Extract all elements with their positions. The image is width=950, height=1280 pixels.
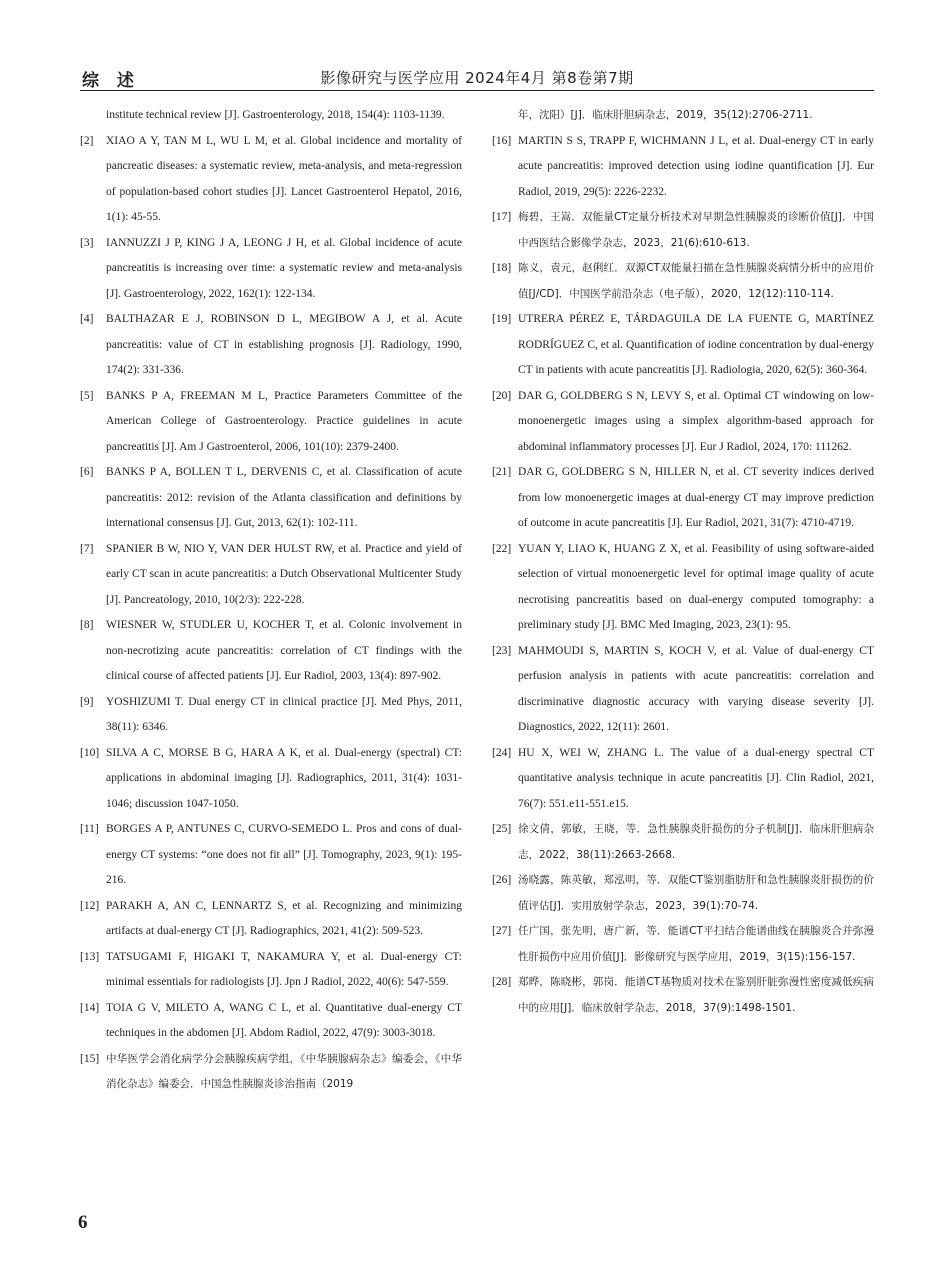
- reference-item: [80, 384, 462, 461]
- reference-text: SILVA A C, MORSE B G, HARA A K, et al. Dual-energy (spectral) CT: applications in abdominal imaging [J]. Radiographics, 2011, 31(4): 1031-1046; discussion 1047-1050.: [106, 746, 462, 810]
- journal-title: 影像研究与医学应用 2024年4月 第8卷第7期: [320, 69, 634, 87]
- reference-number: [20]: [492, 389, 512, 402]
- reference-item: [492, 205, 874, 256]
- reference-number: [27]: [492, 925, 512, 937]
- reference-text: 陈义，袁元，赵俐红．双源CT双能量扫描在急性胰腺炎病情分析中的应用价值[J/CD]．中国医学前沿杂志（电子版），2020，12(12):110-114.: [518, 262, 874, 300]
- reference-item: [492, 817, 874, 868]
- reference-text: TOIA G V, MILETO A, WANG C L, et al. Quantitative dual-energy CT techniques in the abdomen [J]. Abdom Radiol, 2022, 47(9): 3003-3018.: [106, 1001, 462, 1039]
- reference-text: 郑晔，陈晓彬，郭岗．能谱CT基物质对技术在鉴别肝脏弥漫性密度减低疾病中的应用[J]．临床放射学杂志，2018，37(9):1498-1501.: [518, 976, 874, 1014]
- reference-number: [12]: [80, 899, 100, 912]
- reference-item: [80, 894, 462, 945]
- reference-number: [28]: [492, 976, 512, 988]
- reference-number: [5]: [80, 389, 94, 402]
- reference-item: [492, 639, 874, 741]
- reference-item: [492, 970, 874, 1021]
- reference-number: [13]: [80, 950, 100, 963]
- reference-number: [3]: [80, 236, 94, 249]
- reference-item: [80, 996, 462, 1047]
- references-right-column: [492, 103, 874, 1021]
- reference-number: [16]: [492, 134, 512, 147]
- reference-text: TATSUGAMI F, HIGAKI T, NAKAMURA Y, et al. Dual-energy CT: minimal essentials for radiologists [J]. Jpn J Radiol, 2022, 40(6): 547-559.: [106, 950, 462, 988]
- page-number: 6: [78, 1212, 88, 1233]
- reference-number: [8]: [80, 619, 94, 631]
- reference-item: [492, 256, 874, 307]
- reference-text: PARAKH A, AN C, LENNARTZ S, et al. Recognizing and minimizing artifacts at dual-energy CT [J]. Radiographics, 2021, 41(2): 509-523.: [106, 899, 462, 937]
- reference-number: [21]: [492, 466, 512, 478]
- reference-text: 汤晓露，陈英敏，郑泓明，等．双能CT鉴别脂肪肝和急性胰腺炎肝损伤的价值评估[J]．实用放射学杂志，2023，39(1):70-74.: [518, 874, 874, 912]
- references-left-column: [80, 103, 462, 1098]
- reference-number: [11]: [80, 823, 99, 835]
- reference-number: [23]: [492, 644, 512, 657]
- reference-text: 梅碧，王嵩．双能量CT定量分析技术对早期急性胰腺炎的诊断价值[J]．中国中西医结合影像学杂志，2023，21(6):610-613.: [518, 211, 874, 249]
- reference-item: [80, 537, 462, 614]
- reference-text: SPANIER B W, NIO Y, VAN DER HULST RW, et al. Practice and yield of early CT scan in acute pancreatitis: a Dutch Observational Multicenter Study [J]. Pancreatology, 2010, 10(2/3): 222-228.: [106, 542, 462, 606]
- reference-item: [80, 103, 462, 129]
- reference-text: XIAO A Y, TAN M L, WU L M, et al. Global incidence and mortality of pancreatic diseases: a systematic review, meta-analysis, and meta-regression of population-based cohort studies [J]. Lancet Gastroenterol Hepatol, 2016, 1(1): 45-55.: [106, 134, 462, 223]
- reference-text: IANNUZZI J P, KING J A, LEONG J H, et al. Global incidence of acute pancreatitis is increasing over time: a systematic review and meta-analysis [J]. Gastroenterology, 2022, 162(1): 122-134.: [106, 236, 462, 300]
- reference-item: [80, 307, 462, 384]
- reference-number: [15]: [80, 1052, 100, 1065]
- reference-number: [19]: [492, 313, 512, 325]
- reference-text: 年，沈阳）[J]．临床肝胆病杂志，2019，35(12):2706-2711.: [518, 109, 813, 121]
- reference-item: [492, 919, 874, 970]
- reference-text: DAR G, GOLDBERG S N, LEVY S, et al. Optimal CT windowing on low-monoenergetic images using a simplex algorithm-based approach for abdominal inflammatory processes [J]. Eur J Radiol, 2024, 170: 111262.: [518, 389, 874, 453]
- reference-item: [80, 741, 462, 818]
- reference-text: BALTHAZAR E J, ROBINSON D L, MEGIBOW A J, et al. Acute pancreatitis: value of CT in establishing prognosis [J]. Radiology, 1990, 174(2): 331-336.: [106, 313, 462, 376]
- reference-item: [492, 103, 874, 129]
- reference-text: 徐文倩，郭敏，王晓，等．急性胰腺炎肝损伤的分子机制[J]．临床肝胆病杂志，2022，38(11):2663-2668.: [518, 823, 874, 861]
- reference-number: [26]: [492, 874, 512, 886]
- reference-item: [80, 817, 462, 894]
- reference-item: [80, 690, 462, 741]
- reference-item: [492, 460, 874, 537]
- reference-text: 中华医学会消化病学分会胰腺疾病学组，《中华胰腺病杂志》编委会，《中华消化杂志》编委会．中国急性胰腺炎诊治指南（2019: [106, 1052, 462, 1090]
- reference-text: MAHMOUDI S, MARTIN S, KOCH V, et al. Value of dual-energy CT perfusion analysis in patients with acute pancreatitis: correlation and discriminative diagnostic accuracy with varying disease severity [J]. Diagnostics, 2022, 12(11): 2601.: [518, 644, 874, 733]
- header-divider: [80, 90, 874, 91]
- reference-number: [25]: [492, 823, 512, 835]
- reference-number: [10]: [80, 746, 100, 759]
- reference-number: [6]: [80, 466, 94, 478]
- reference-item: [492, 741, 874, 818]
- reference-item: [80, 129, 462, 231]
- reference-item: [492, 129, 874, 206]
- reference-text: YOSHIZUMI T. Dual energy CT in clinical practice [J]. Med Phys, 2011, 38(11): 6346.: [106, 695, 462, 733]
- reference-item: [80, 613, 462, 690]
- reference-item: [492, 384, 874, 461]
- reference-number: [2]: [80, 134, 94, 147]
- reference-text: UTRERA PÉREZ E, TÁRDAGUILA DE LA FUENTE G, MARTÍNEZ RODRÍGUEZ C, et al. Quantification of iodine concentration by dual-energy CT in patients with acute pancreatitis [J]. Radiologia, 2020, 62(5): 360-364.: [518, 313, 874, 376]
- reference-text: WIESNER W, STUDLER U, KOCHER T, et al. Colonic involvement in non-necrotizing acute pancreatitis: correlation of CT findings with the clinical course of affected patients [J]. Eur Radiol, 2003, 13(4): 897-902.: [106, 619, 462, 682]
- reference-number: [9]: [80, 695, 94, 708]
- reference-number: [18]: [492, 262, 512, 274]
- reference-text: BANKS P A, FREEMAN M L, Practice Parameters Committee of the American College of Gastroenterology. Practice guidelines in acute pancreatitis [J]. Am J Gastroenterol, 2006, 101(10): 2379-2400.: [106, 389, 462, 453]
- reference-text: YUAN Y, LIAO K, HUANG Z X, et al. Feasibility of using software-aided selection of virtual monoenergetic level for optimal image quality of acute necrotising pancreatitis based on dual-energy computed tomography: a preliminary study [J]. BMC Med Imaging, 2023, 23(1): 95.: [518, 542, 874, 631]
- reference-item: [80, 460, 462, 537]
- reference-number: [7]: [80, 542, 94, 555]
- reference-text: MARTIN S S, TRAPP F, WICHMANN J L, et al. Dual-energy CT in early acute pancreatitis: improved detection using iodine quantification [J]. Eur Radiol, 2019, 29(5): 2226-2232.: [518, 134, 874, 198]
- section-label: 综 述: [82, 71, 140, 91]
- reference-item: [80, 945, 462, 996]
- reference-text: BORGES A P, ANTUNES C, CURVO-SEMEDO L. Pros and cons of dual-energy CT systems: “one does not fit all” [J]. Tomography, 2023, 9(1): 195-216.: [106, 823, 462, 886]
- reference-text: BANKS P A, BOLLEN T L, DERVENIS C, et al. Classification of acute pancreatitis: 2012: revision of the Atlanta classification and definitions by international consensus [J]. Gut, 2013, 62(1): 102-111.: [106, 466, 462, 529]
- reference-item: [80, 1047, 462, 1098]
- reference-text: 任广国，张先明，唐广新，等．能谱CT平扫结合能谱曲线在胰腺炎合并弥漫性肝损伤中应用价值[J]．影像研究与医学应用，2019，3(15):156-157.: [518, 925, 874, 963]
- reference-item: [492, 537, 874, 639]
- reference-number: [4]: [80, 313, 94, 325]
- reference-item: [492, 868, 874, 919]
- reference-number: [14]: [80, 1001, 100, 1014]
- reference-number: [24]: [492, 746, 512, 759]
- reference-text: DAR G, GOLDBERG S N, HILLER N, et al. CT severity indices derived from low monoenergetic images at dual-energy CT may improve prediction of outcome in acute pancreatitis [J]. Eur Radiol, 2021, 31(7): 4710-4719.: [518, 466, 874, 529]
- reference-item: [80, 231, 462, 308]
- reference-text: HU X, WEI W, ZHANG L. The value of a dual-energy spectral CT quantitative analysis technique in acute pancreatitis [J]. Clin Radiol, 2021, 76(7): 551.e11-551.e15.: [518, 746, 874, 810]
- page-header: [80, 64, 874, 90]
- reference-item: [492, 307, 874, 384]
- reference-number: [22]: [492, 542, 512, 555]
- reference-number: [17]: [492, 211, 512, 223]
- reference-text: institute technical review [J]. Gastroenterology, 2018, 154(4): 1103-1139.: [106, 109, 445, 121]
